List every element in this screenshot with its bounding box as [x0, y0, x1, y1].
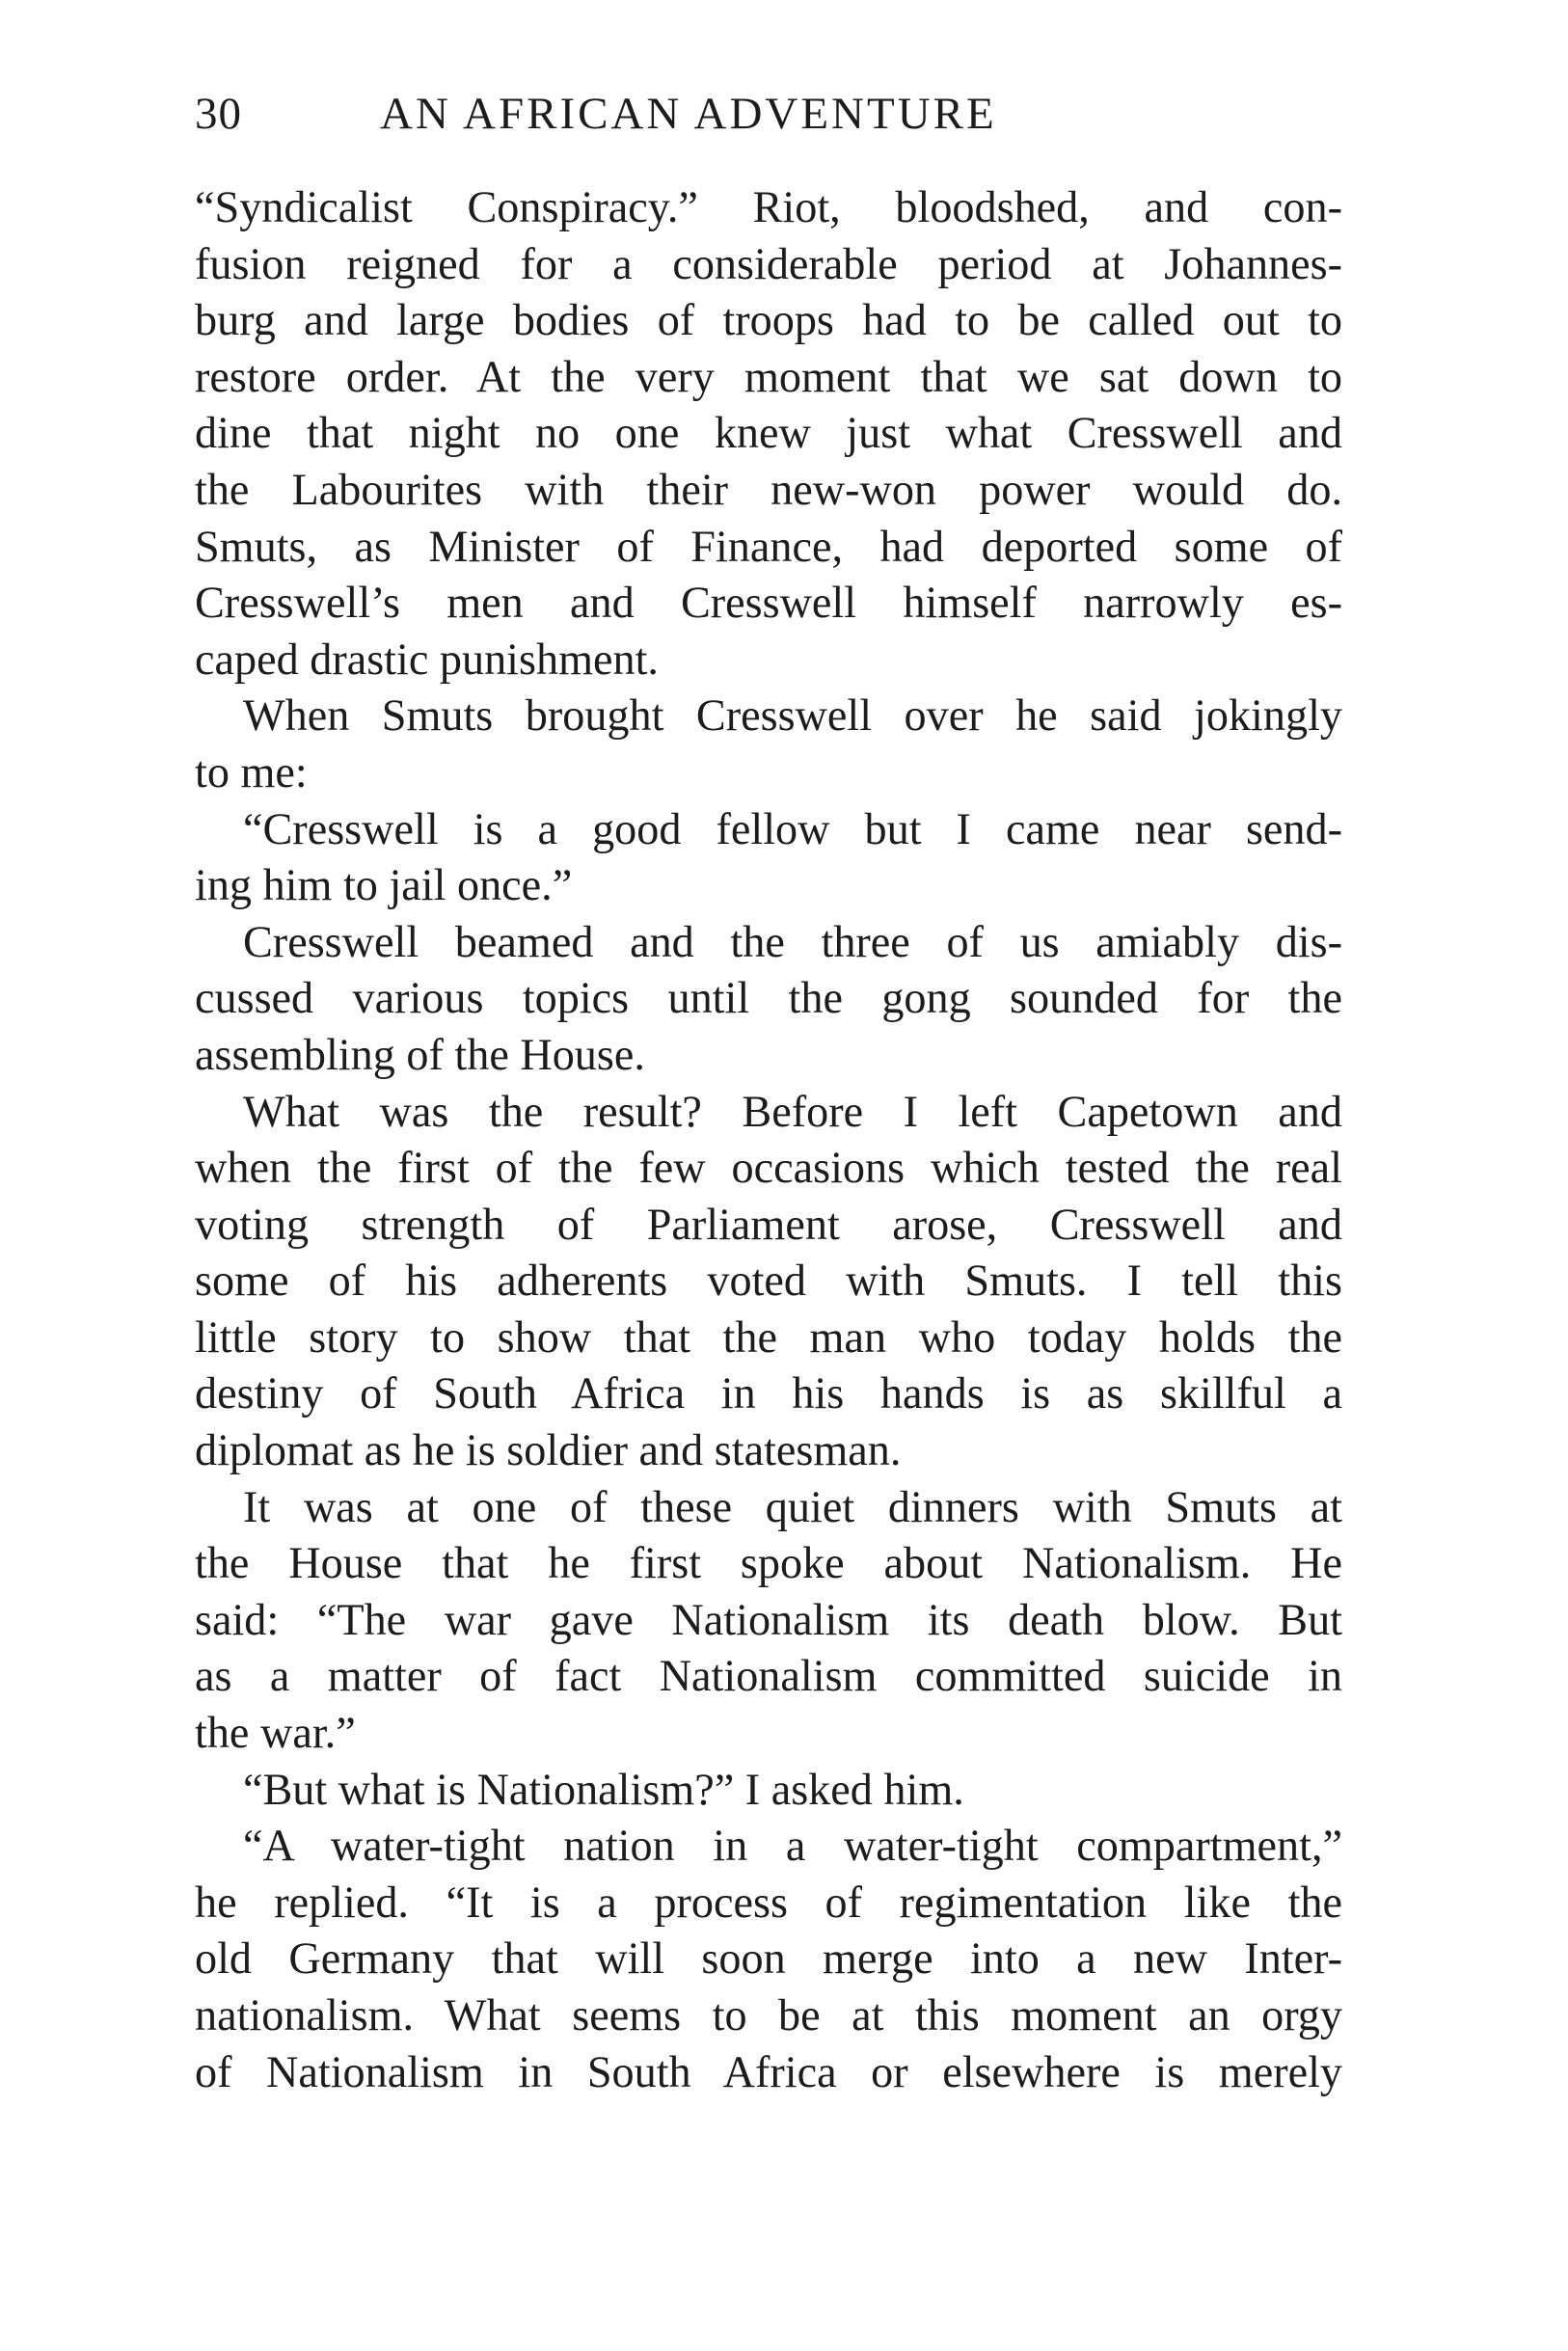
paragraph: [195, 179, 1342, 688]
paragraph: [195, 1084, 1342, 1479]
text-line: burg and large bodies of troops had to be called out to: [195, 295, 1342, 345]
text-line: “Cresswell is a good fellow but I came near send-: [243, 803, 1342, 853]
text-line: Smuts, as Minister of Finance, had deported some of: [195, 521, 1342, 571]
text-line: the Labourites with their new-won power would do.: [195, 464, 1342, 514]
text-line: said: “The war gave Nationalism its death blow. But: [195, 1594, 1342, 1644]
text-line: old Germany that will soon merge into a new Inter-: [195, 1933, 1342, 1984]
text-line: fusion reigned for a considerable period at Johannes-: [195, 238, 1342, 288]
text-line: when the first of the few occasions which tested the real: [195, 1143, 1342, 1193]
text-line: nationalism. What seems to be at this moment an orgy: [195, 1990, 1342, 2040]
text-line: caped drastic punishment.: [195, 634, 659, 684]
text-line: of Nationalism in South Africa or elsewhere is merely: [195, 2046, 1342, 2096]
text-line: little story to show that the man who today holds the: [195, 1311, 1342, 1362]
text-line: assembling of the House.: [195, 1029, 645, 1079]
page-header: [195, 85, 1352, 143]
text-line: What was the result? Before I left Capetown and: [243, 1086, 1342, 1136]
paragraph: [195, 1479, 1342, 1762]
text-line: diplomat as he is soldier and statesman.: [195, 1425, 902, 1475]
page-number: 30: [195, 89, 242, 139]
text-line: “But what is Nationalism?” I asked him.: [243, 1764, 964, 1814]
text-line: as a matter of fact Nationalism committed suicide in: [195, 1651, 1342, 1701]
text-line: restore order. At the very moment that we sat down to: [195, 351, 1342, 401]
text-line: “A water-tight nation in a water-tight compartment,”: [243, 1821, 1342, 1871]
running-title: AN AFRICAN ADVENTURE: [380, 89, 997, 139]
paragraph: [195, 1762, 1342, 1819]
body-text: [195, 179, 1342, 2100]
text-line: dine that night no one knew just what Cresswell and: [195, 408, 1342, 458]
text-line: to me:: [195, 746, 308, 797]
text-line: voting strength of Parliament arose, Cresswell and: [195, 1199, 1342, 1249]
paragraph: [195, 801, 1342, 914]
text-line: It was at one of these quiet dinners with Smuts at: [243, 1481, 1342, 1531]
text-line: Cresswell’s men and Cresswell himself narrowly es-: [195, 578, 1342, 628]
text-line: ing him to jail once.”: [195, 860, 573, 910]
text-line: When Smuts brought Cresswell over he said jokingly: [243, 690, 1342, 741]
text-line: some of his adherents voted with Smuts. I tell this: [195, 1256, 1342, 1306]
text-line: he replied. “It is a process of regimentation like the: [195, 1877, 1342, 1927]
text-line: Cresswell beamed and the three of us amiably dis-: [243, 916, 1342, 966]
text-line: destiny of South Africa in his hands is as skillful a: [195, 1368, 1342, 1419]
text-line: cussed various topics until the gong sounded for the: [195, 973, 1342, 1023]
text-line: the war.”: [195, 1708, 356, 1758]
paragraph: [195, 914, 1342, 1084]
text-line: the House that he first spoke about Nationalism. He: [195, 1538, 1342, 1588]
text-line: “Syndicalist Conspiracy.” Riot, bloodshed, and con-: [195, 182, 1342, 231]
paragraph: [195, 688, 1342, 800]
paragraph: [195, 1818, 1342, 2100]
